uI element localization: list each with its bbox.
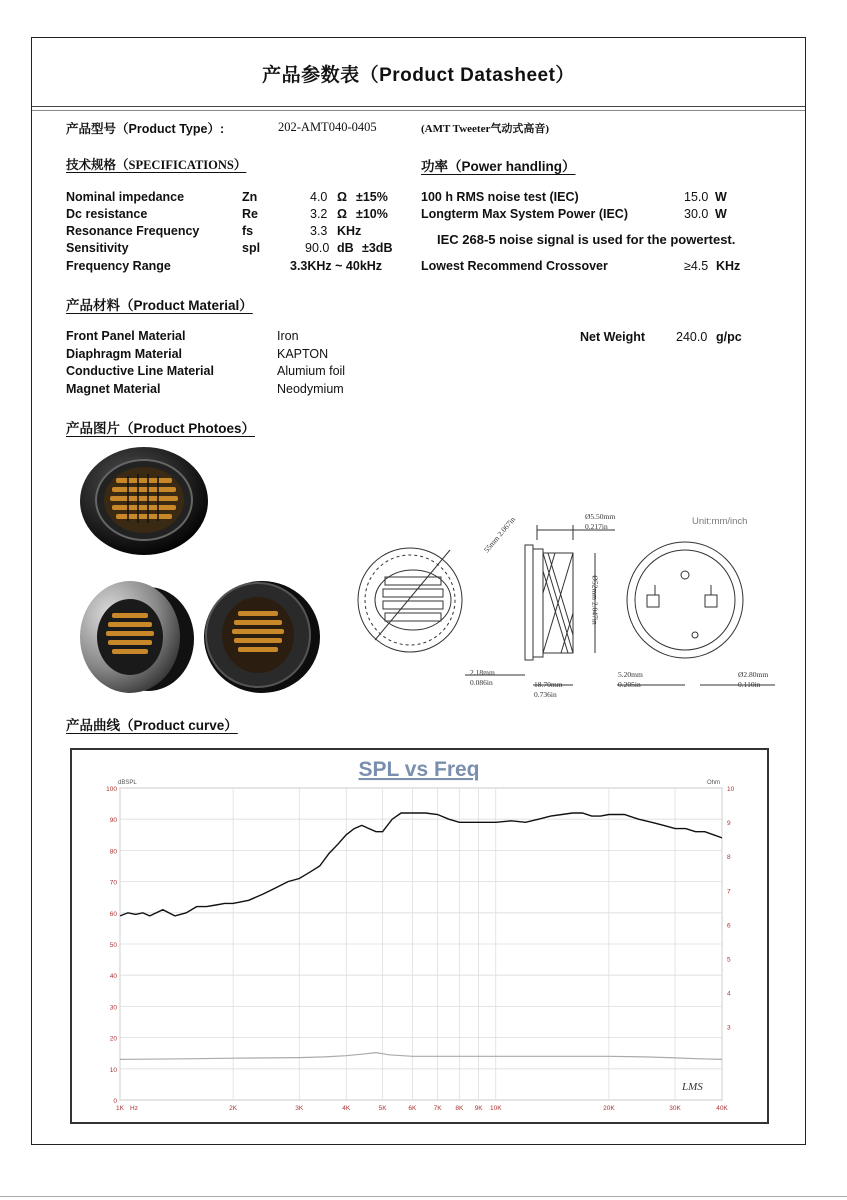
lms-signature: LMS — [682, 1081, 703, 1093]
x-tick-label: 5K — [378, 1105, 387, 1112]
dim-label: Ø5.50mm 0.217in — [585, 512, 616, 531]
x-tick-label: 1K — [116, 1105, 124, 1112]
x-tick-label: Hz — [130, 1105, 138, 1112]
material-heading: 产品材料（Product Material） — [66, 298, 253, 313]
material-value: Neodymium — [277, 382, 344, 396]
power-value: 30.0 — [684, 207, 709, 221]
photos-heading: 产品图片（Product Photoes） — [66, 421, 256, 436]
power-heading: 功率（Power handling） — [421, 159, 576, 174]
spec-unit: KHz — [337, 224, 362, 238]
material-value: KAPTON — [277, 347, 329, 361]
spec-name: Frequency Range — [66, 259, 171, 273]
spec-name: Resonance Frequency — [66, 224, 200, 238]
product-type-label: 产品型号（Product Type）: — [66, 122, 225, 136]
dim-label: 55mm 2.067in — [481, 515, 518, 555]
x-tick-label: 10K — [489, 1105, 502, 1112]
title-divider — [32, 110, 805, 111]
x-tick-label: 2K — [229, 1105, 238, 1112]
spec-unit: Ω — [337, 190, 348, 204]
net-weight-value: 240.0 — [676, 330, 708, 344]
spec-name: Sensitivity — [66, 241, 129, 255]
chart-title: SPL vs Freq — [358, 758, 480, 781]
spec-name: Dc resistance — [66, 207, 148, 221]
specifications-heading: 技术规格（SPECIFICATIONS） — [66, 158, 247, 172]
net-weight-unit: g/pc — [716, 330, 742, 344]
y-tick-label: 10 — [109, 1066, 117, 1074]
y-tick-label: 70 — [109, 879, 117, 887]
power-unit: W — [715, 190, 727, 204]
x-tick-label: 8K — [455, 1105, 464, 1112]
y2-tick-label: 10 — [727, 786, 735, 793]
y-tick-label: 40 — [109, 973, 117, 981]
curve-heading: 产品曲线（Product curve） — [66, 718, 238, 733]
spl-chart-frame — [70, 748, 769, 1124]
unit-label: Unit:mm/inch — [692, 516, 748, 527]
spec-unit: Ω — [337, 207, 348, 221]
y-tick-label: 0 — [113, 1098, 117, 1105]
dim-label: 5.20mm 0.205in — [618, 670, 643, 689]
power-name: 100 h RMS noise test (IEC) — [421, 190, 579, 204]
material-name: Diaphragm Material — [66, 347, 183, 361]
y2-tick-label: 4 — [727, 990, 731, 998]
spec-symbol: Zn — [242, 190, 258, 204]
y2-tick-label: 5 — [727, 956, 731, 964]
spec-tolerance: ±3dB — [362, 241, 393, 255]
title-bar — [32, 38, 805, 107]
material-value: Iron — [277, 329, 299, 343]
net-weight-label: Net Weight — [580, 330, 646, 344]
power-unit: W — [715, 207, 727, 221]
dim-label: 18.70mm 0.736in — [534, 680, 563, 699]
y-axis-label: dBSPL — [118, 780, 137, 786]
power-name: Longterm Max System Power (IEC) — [421, 207, 628, 221]
spec-unit: dB — [337, 241, 354, 255]
x-tick-label: 9K — [474, 1105, 483, 1112]
spec-tolerance: ±15% — [356, 190, 388, 204]
y2-tick-label: 3 — [727, 1024, 731, 1032]
x-tick-label: 6K — [408, 1105, 417, 1112]
tweeter-photo-black-front — [78, 443, 213, 558]
dim-label: 2.18mm 0.086in — [470, 668, 495, 687]
crossover-unit: KHz — [716, 259, 741, 273]
y2-tick-label: 7 — [727, 888, 731, 896]
y-tick-label: 50 — [109, 942, 117, 949]
dimension-drawing — [355, 505, 795, 705]
page-bottom-rule — [0, 1196, 847, 1197]
y-tick-label: 80 — [109, 848, 117, 856]
spec-symbol: spl — [242, 241, 261, 255]
page-title: 产品参数表（Product Datasheet） — [262, 65, 575, 86]
y-tick-label: 30 — [109, 1004, 117, 1012]
power-value: 15.0 — [684, 190, 709, 204]
tweeter-photo-silver — [78, 577, 196, 697]
y-tick-label: 20 — [109, 1035, 117, 1043]
spec-value: 3.3KHz ~ 40kHz — [290, 259, 383, 273]
x-tick-label: 7K — [433, 1105, 442, 1112]
series-line-2 — [120, 1053, 722, 1060]
spec-value: 3.2 — [310, 207, 328, 221]
y2-tick-label: 8 — [727, 854, 731, 862]
y-tick-label: 100 — [106, 786, 117, 793]
power-note: IEC 268-5 noise signal is used for the powertest. — [437, 232, 736, 247]
material-name: Front Panel Material — [66, 329, 186, 343]
x-tick-label: 40K — [716, 1105, 728, 1112]
spec-symbol: fs — [242, 224, 254, 238]
spec-value: 3.3 — [310, 224, 328, 238]
spec-symbol: Re — [242, 207, 258, 221]
crossover-label: Lowest Recommend Crossover — [421, 259, 608, 273]
crossover-value: ≥4.5 — [684, 259, 709, 273]
x-tick-label: 4K — [342, 1105, 351, 1112]
product-type-note: (AMT Tweeter气动式高音) — [421, 123, 549, 135]
spec-name: Nominal impedance — [66, 190, 185, 204]
x-tick-label: 20K — [603, 1105, 615, 1112]
y2-tick-label: 9 — [727, 820, 731, 828]
spec-value: 4.0 — [310, 190, 328, 204]
y-tick-label: 90 — [109, 817, 117, 825]
spec-tolerance: ±10% — [356, 207, 388, 221]
spec-value: 90.0 — [305, 241, 330, 255]
series-line-1 — [120, 813, 722, 916]
dim-label: Ø52mm 2.047in — [590, 575, 600, 625]
y-tick-label: 60 — [109, 910, 117, 918]
tweeter-photo-black-angled — [200, 577, 322, 697]
material-value: Alumium foil — [277, 364, 346, 378]
material-name: Magnet Material — [66, 382, 161, 396]
y2-tick-label: 6 — [727, 922, 731, 930]
y2-axis-label: Ohm — [707, 780, 721, 786]
spl-chart — [72, 750, 767, 1122]
dim-label: Ø2.80mm 0.110in — [738, 670, 769, 689]
material-name: Conductive Line Material — [66, 364, 214, 378]
x-tick-label: 30K — [669, 1105, 681, 1112]
product-type-value: 202-AMT040-0405 — [278, 120, 377, 134]
x-tick-label: 3K — [295, 1105, 304, 1112]
